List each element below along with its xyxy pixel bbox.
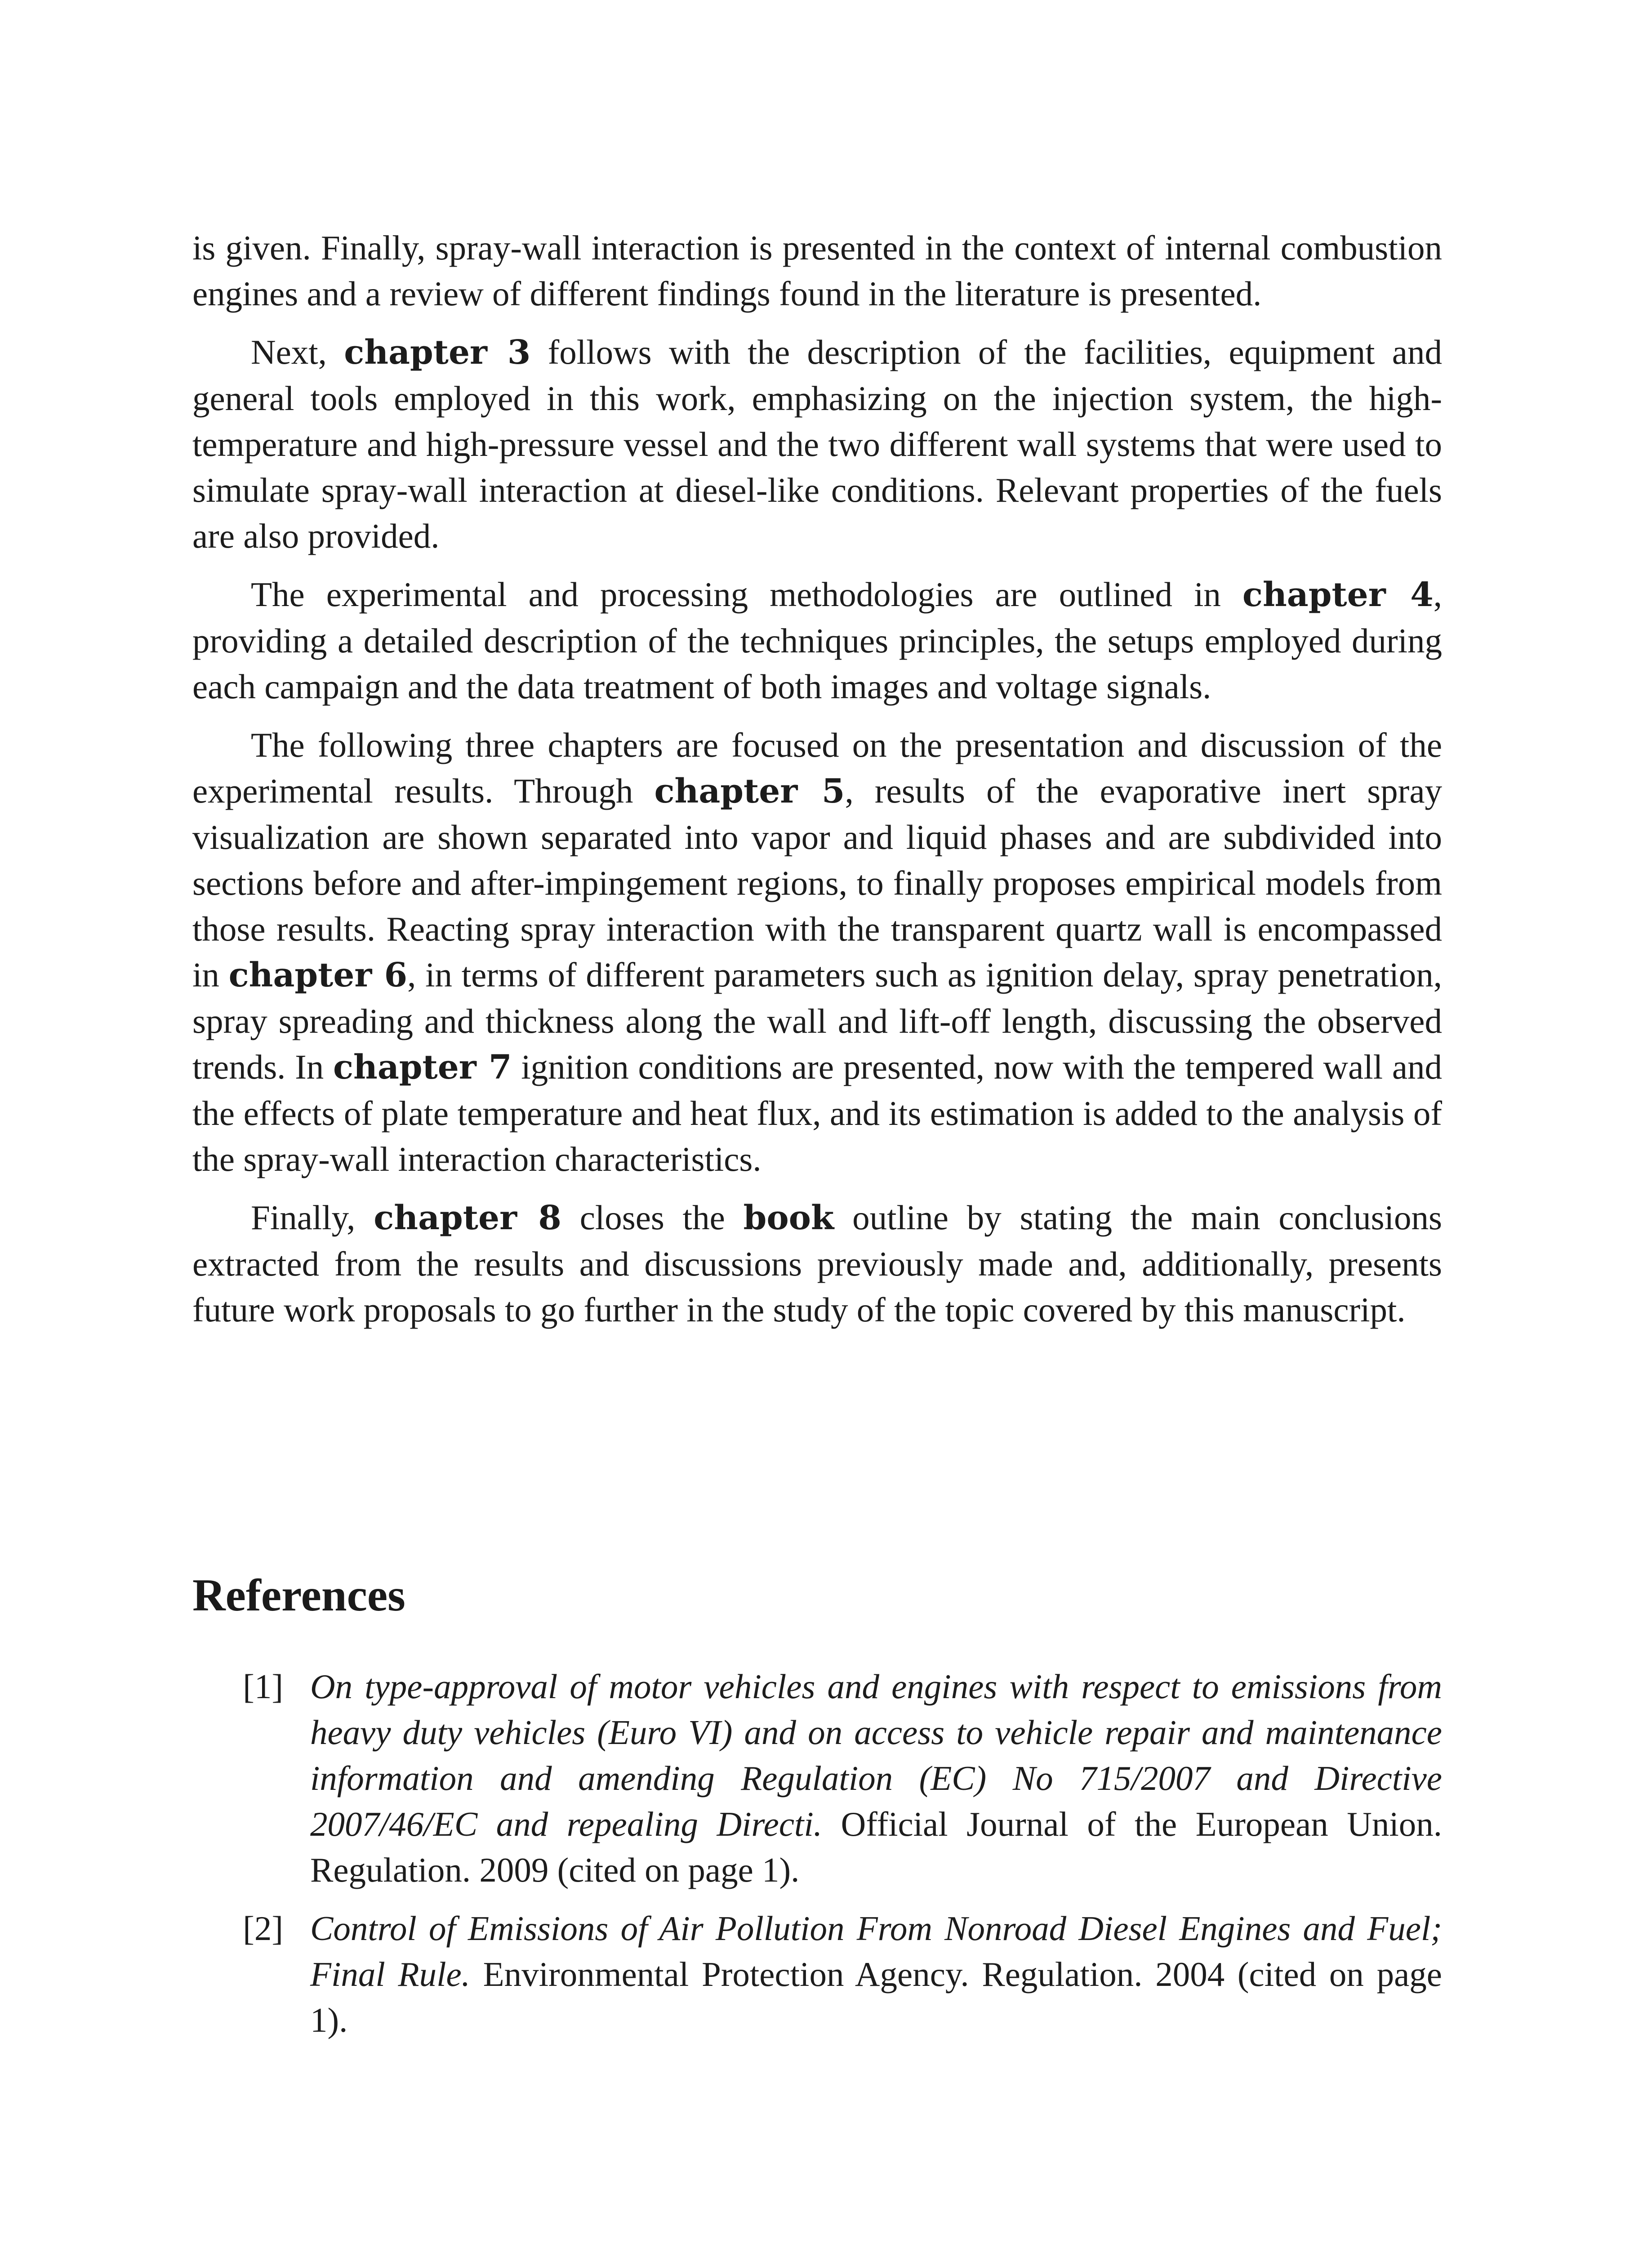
chapter-4-ref: chapter 4: [1242, 575, 1434, 614]
body-text: [192, 225, 1442, 1345]
reference-title: Control of Emissions of Air Pollution From Nonroad Diesel Engines and Fuel; Final Rule.: [310, 1909, 1442, 1994]
paragraph-4-part-1: The following three chapters are focused on the presentation and discussion of the experimental results. Through: [192, 726, 1442, 810]
reference-number: [2]: [243, 1909, 283, 1948]
chapter-8-ref: chapter 8: [374, 1199, 561, 1237]
paragraph-1: [192, 225, 1442, 317]
paragraph-5-middle: closes the: [561, 1198, 744, 1237]
reference-number: [1]: [243, 1667, 283, 1706]
reference-body: [310, 1664, 1442, 1893]
paragraph-2-start: Next,: [251, 333, 344, 371]
reference-title: On type-approval of motor vehicles and engines with respect to emissions from heavy duty vehicles (Euro VI) and on access to vehicle repair and maintenance information and amending Regulation (EC) No 715/2007 and Directive 2007/46/EC and repealing Directi.: [310, 1667, 1442, 1843]
chapter-3-ref: chapter 3: [344, 333, 531, 372]
paragraph-5: [192, 1195, 1442, 1333]
paragraph-4-part-4: ignition conditions are presented, now with the tempered wall and the effects of plate temperature and heat flux, and its estimation is added to the analysis of the spray-wall interaction characteristics.: [192, 1048, 1442, 1178]
paragraph-1-text: is given. Finally, spray-wall interaction is presented in the context of internal combustion engines and a review of different findings found in the literature is presented.: [192, 228, 1442, 313]
paragraph-3-start: The experimental and processing methodologies are outlined in: [251, 575, 1242, 614]
paragraph-4: [192, 722, 1442, 1182]
paragraph-3: [192, 571, 1442, 709]
chapter-7-ref: chapter 7: [333, 1048, 512, 1087]
chapter-6-ref: chapter 6: [228, 956, 408, 995]
book-word: book: [743, 1199, 834, 1237]
reference-item: [192, 1664, 1442, 1893]
paragraph-5-start: Finally,: [251, 1198, 374, 1237]
reference-body: [310, 1905, 1442, 2043]
chapter-5-ref: chapter 5: [654, 772, 845, 811]
references-heading: References: [192, 1570, 405, 1621]
paragraph-2-rest: follows with the description of the facilities, equipment and general tools employed in this work, emphasizing on the injection system, the high-temperature and high-pressure vessel and the two different wall systems that were used to simulate spray-wall interaction at diesel-like conditions. Relevant properties of the fuels are also provided.: [192, 333, 1442, 555]
reference-details: Official Journal of the European Union. Regulation. 2009 (cited on page 1).: [310, 1805, 1442, 1889]
reference-item: [192, 1905, 1442, 2043]
references-list: [192, 1664, 1442, 2056]
paragraph-3-rest: , providing a detailed description of the techniques principles, the setups employed during each campaign and the data treatment of both images and voltage signals.: [192, 575, 1442, 706]
paragraph-4-part-2: , results of the evaporative inert spray visualization are shown separated into vapor and liquid phases and are subdivided into sections before and after-impingement regions, to finally proposes empirical models from those results. Reacting spray interaction with the transparent quartz wall is encompassed in: [192, 772, 1443, 994]
paragraph-4-part-3: , in terms of different parameters such as ignition delay, spray penetration, spray spreading and thickness along the wall and lift-off length, discussing the observed trends. In: [192, 955, 1442, 1086]
paragraph-2: [192, 329, 1442, 559]
reference-details: Environmental Protection Agency. Regulation. 2004 (cited on page 1).: [310, 1955, 1442, 2039]
paragraph-5-rest: outline by stating the main conclusions extracted from the results and discussions previously made and, additionally, presents future work proposals to go further in the study of the topic covered by this manuscript.: [192, 1198, 1442, 1329]
